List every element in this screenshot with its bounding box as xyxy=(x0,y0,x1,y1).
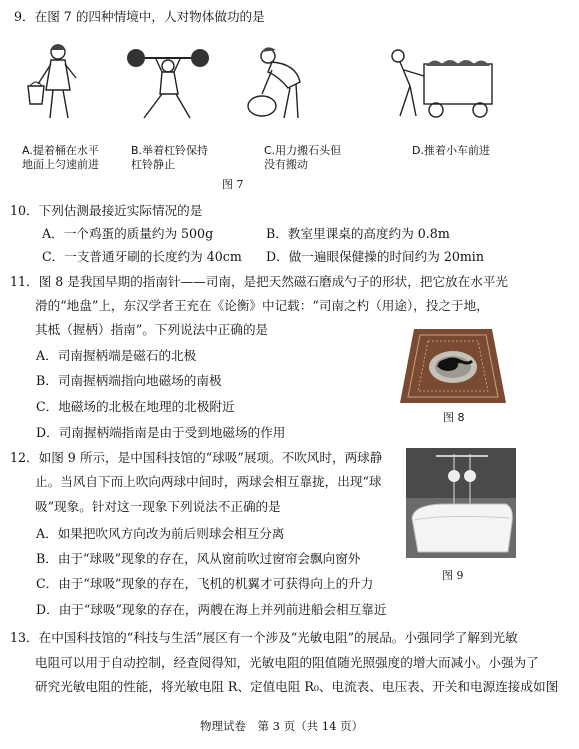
q12-option-d: D．由于“球吸”现象的存在，两艘在海上并列前进船会相互靠近 xyxy=(36,602,387,617)
page-footer: 物理试卷 第 3 页（共 14 页） xyxy=(200,719,364,733)
q12-option-a: A．如果把吹风方向改为前后则球会相互分离 xyxy=(36,526,285,541)
q12-option-c: C．由于“球吸”现象的存在，飞机的机翼才可获得向上的升力 xyxy=(36,576,374,591)
q12-option-b: B．由于“球吸”现象的存在，风从窗前吹过窗帘会飘向窗外 xyxy=(36,551,361,566)
fig7-c-stone-illustration xyxy=(238,42,318,124)
fig8-compass-image xyxy=(398,323,508,409)
q11-line2: 滑的“地盘”上，东汉学者王充在《论衡》中记载：“司南之杓（用途），投之于地， xyxy=(35,298,489,313)
fig7-d-cart-illustration xyxy=(380,46,500,126)
q10-stem: 10．下列估测最接近实际情况的是 xyxy=(10,203,203,218)
fig7-caption-b: B.举着杠铃保持杠铃静止 xyxy=(131,144,209,171)
q11-line3: 其柢（握柄）指南”。下列说法中正确的是 xyxy=(35,322,269,337)
q13-line2: 电阻可以用于自动控制，经查阅得知，光敏电阻的阻值随光照强度的增大而减小。小强为了 xyxy=(35,655,539,670)
fig7-a-bucket-illustration xyxy=(18,42,98,124)
fig7-caption-c: C.用力搬石头但没有搬动 xyxy=(264,144,342,171)
q11-option-a: A．司南握柄端是磁石的北极 xyxy=(36,348,197,363)
q10-option-a: A．一个鸡蛋的质量约为 500g xyxy=(42,226,214,241)
q12-line1: 12．如图 9 所示，是中国科技馆的“球吸”展项。不吹风时，两球静 xyxy=(10,450,383,465)
q11-option-c: C．地磁场的北极在地理的北极附近 xyxy=(36,399,235,414)
fig7-caption-d: D.推着小车前进 xyxy=(412,144,490,157)
q10-option-b: B．教室里课桌的高度约为 0.8m xyxy=(266,226,450,241)
q10-option-d: D．做一遍眼保健操的时间约为 20min xyxy=(266,249,484,264)
fig7-b-barbell-illustration xyxy=(126,42,210,124)
q10-option-c: C．一支普通牙刷的长度约为 40cm xyxy=(42,249,242,264)
fig7-caption-a: A.提着桶在水平地面上匀速前进 xyxy=(22,144,99,171)
fig9-ball-suction-image xyxy=(406,448,516,558)
q9-stem: 9．在图 7 的四种情境中，人对物体做功的是 xyxy=(14,9,265,24)
fig8-label: 图 8 xyxy=(443,411,465,424)
q12-line3: 吸”现象。针对这一现象下列说法不正确的是 xyxy=(35,499,281,514)
q13-line1: 13．在中国科技馆的“科技与生活”展区有一个涉及“光敏电阻”的展品。小强同学了解到光敏 xyxy=(10,630,518,645)
q11-option-d: D．司南握柄端指南是由于受到地磁场的作用 xyxy=(36,425,286,440)
fig9-label: 图 9 xyxy=(442,569,464,582)
q12-line2: 止。当风自下而上吹向两球中间时，两球会相互靠拢，出现“球 xyxy=(35,474,382,489)
q11-option-b: B．司南握柄端指向地磁场的南极 xyxy=(36,373,222,388)
q13-line3: 研究光敏电阻的性能，将光敏电阻 R、定值电阻 R₀、电流表、电压表、开关和电源连接成如图 xyxy=(35,679,559,694)
fig7-label: 图 7 xyxy=(222,178,244,191)
q11-line1: 11．图 8 是我国早期的指南针——司南，是把天然磁石磨成勺子的形状，把它放在水平光 xyxy=(10,274,509,289)
